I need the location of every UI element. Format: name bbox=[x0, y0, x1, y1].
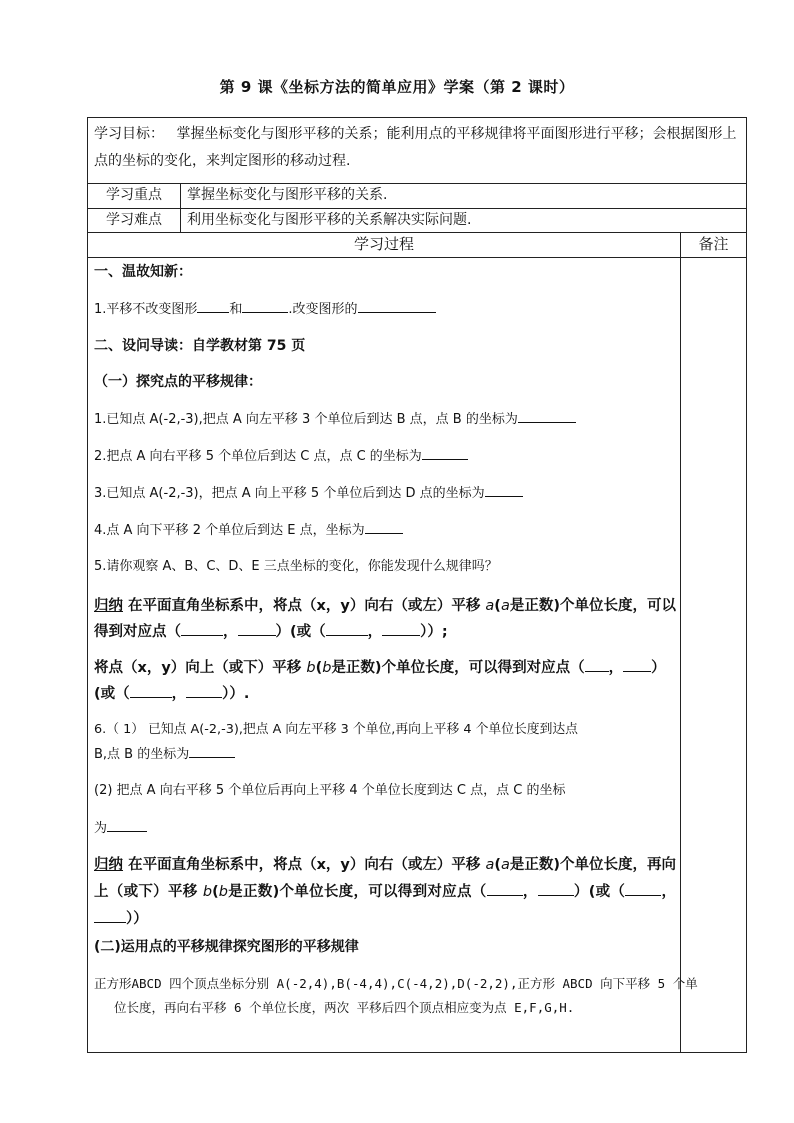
answer-blank[interactable] bbox=[365, 519, 403, 534]
guided-reading-heading: 二、设问导读：自学教材第 75 页 bbox=[94, 338, 306, 354]
question-7: 正方形ABCD 四个顶点坐标分别 A(-2,4),B(-4,4),C(-4,2),D(-2,2),正方形 ABCD 向下平移 5 个单位长度，再向右平移 6 个单位长度，两次 平移后四个顶点相应变为点 E,F,G,H. bbox=[94, 976, 698, 1015]
explore-point-heading: （一）探究点的平移规律： bbox=[94, 374, 262, 390]
question-6-2b: 为 bbox=[94, 817, 680, 840]
summary-3: 归纳 在平面直角坐标系中，将点（x，y）向右（或左）平移 a(a是正数)个单位长度，再向上（或下）平移 b(b是正数)个单位长度，可以得到对应点（ ， ）(或（ ，）） bbox=[94, 857, 676, 927]
goals-cell bbox=[94, 121, 740, 175]
answer-blank[interactable] bbox=[197, 298, 229, 313]
answer-blank[interactable] bbox=[326, 621, 368, 636]
answer-blank[interactable] bbox=[186, 683, 222, 698]
answer-blank[interactable] bbox=[189, 743, 235, 758]
question-5: 5.请你观察 A、B、C、D、E 三点坐标的变化，你能发现什么规律吗？ bbox=[94, 559, 498, 574]
answer-blank[interactable] bbox=[94, 908, 126, 923]
answer-blank[interactable] bbox=[181, 621, 223, 636]
answer-blank[interactable] bbox=[382, 621, 420, 636]
question-4: 4.点 A 向下平移 2 个单位后到达 E 点，坐标为 bbox=[94, 519, 680, 542]
difficulty-label: 学习难点 bbox=[106, 212, 162, 228]
answer-blank[interactable] bbox=[585, 657, 609, 672]
goals-text: 掌握坐标变化与图形平移的关系；能利用点的平移规律将平面图形进行平移；会根据图形上点的坐标的变化，来判定图形的移动过程. bbox=[94, 126, 737, 169]
process-header: 学习过程 bbox=[353, 235, 414, 253]
answer-blank[interactable] bbox=[485, 482, 523, 497]
key-point-label: 学习重点 bbox=[106, 187, 162, 203]
question-6-2: (2) 把点 A 向右平移 5 个单位后再向上平移 4 个单位长度到达 C 点，点 C 的坐标 bbox=[94, 783, 566, 798]
summary-label: 归纳 bbox=[94, 857, 124, 873]
answer-blank[interactable] bbox=[518, 408, 576, 423]
answer-blank[interactable] bbox=[623, 657, 651, 672]
answer-blank[interactable] bbox=[358, 298, 436, 313]
answer-blank[interactable] bbox=[130, 683, 172, 698]
answer-blank[interactable] bbox=[625, 881, 661, 896]
question-2: 2.把点 A 向右平移 5 个单位后到达 C 点，点 C 的坐标为 bbox=[94, 445, 680, 468]
key-point-text: 掌握坐标变化与图形平移的关系. bbox=[187, 187, 388, 203]
question-3: 3.已知点 A(-2,-3)，把点 A 向上平移 5 个单位后到达 D 点的坐标为 bbox=[94, 482, 680, 505]
answer-blank[interactable] bbox=[242, 298, 288, 313]
question-1: 1.已知点 A(-2,-3),把点 A 向左平移 3 个单位后到达 B 点，点 B 的坐标为 bbox=[94, 408, 680, 431]
explore-shape-heading: (二)运用点的平移规律探究图形的平移规律 bbox=[94, 939, 359, 955]
answer-blank[interactable] bbox=[538, 881, 574, 896]
answer-blank[interactable] bbox=[422, 445, 468, 460]
question-6-1: 6.（ 1） 已知点 A(-2,-3),把点 A 向左平移 3 个单位,再向上平移 4 个单位长度到达点 bbox=[94, 722, 578, 737]
answer-blank[interactable] bbox=[487, 881, 523, 896]
summary-2: 将点（x，y）向上（或下）平移 b(b是正数)个单位长度，可以得到对应点（ ， ）(或（ ， ））. bbox=[94, 655, 676, 707]
summary-1: 归纳 在平面直角坐标系中，将点（x，y）向右（或左）平移 a(a是正数)个单位长度，可以得到对应点（ ， ）(或（ ， ））; bbox=[94, 598, 676, 640]
summary-label: 归纳 bbox=[94, 598, 123, 614]
answer-blank[interactable] bbox=[107, 817, 147, 832]
review-heading: 一、温故知新： bbox=[94, 264, 192, 280]
page-title: 第 9 课《坐标方法的简单应用》学案（第 2 课时） bbox=[219, 78, 575, 96]
question-6-1b: B,点 B 的坐标为 bbox=[94, 743, 680, 766]
goals-label: 学习目标： bbox=[94, 126, 164, 142]
review-q1: 1.平移不改变图形 和 .改变图形的 bbox=[94, 298, 680, 321]
answer-blank[interactable] bbox=[238, 621, 276, 636]
difficulty-text: 利用坐标变化与图形平移的关系解决实际问题. bbox=[187, 212, 472, 228]
notes-header: 备注 bbox=[698, 235, 729, 253]
